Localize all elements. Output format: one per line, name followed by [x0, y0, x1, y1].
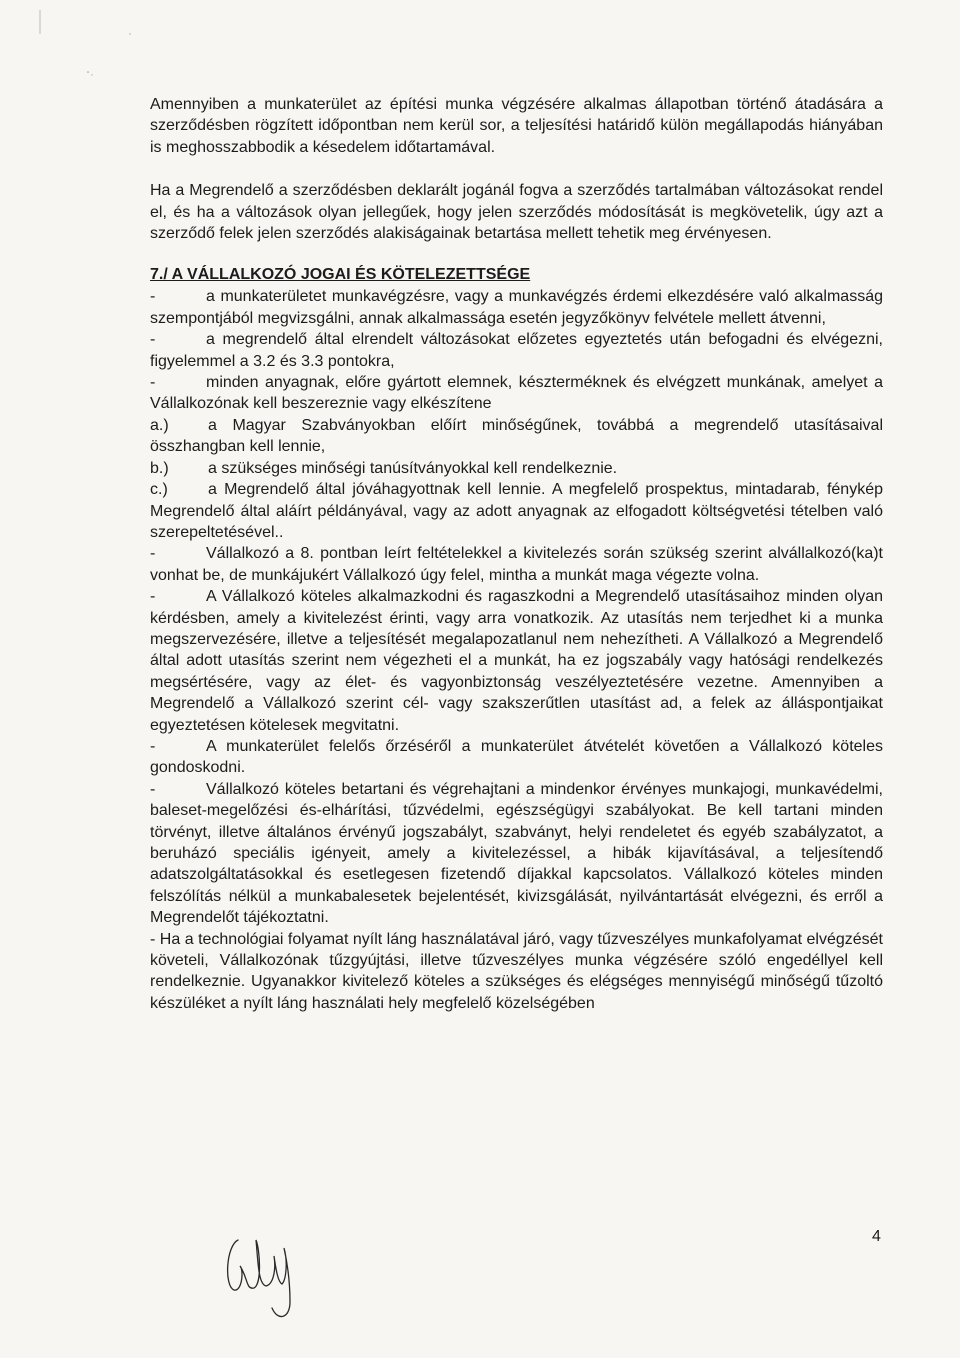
list-item [150, 929, 883, 1015]
list-marker: - [150, 780, 156, 798]
list-item-text: a szükséges minőségi tanúsítványokkal kell rendelkeznie. [208, 459, 618, 477]
list-item-text: a Megrendelő által jóváhagyottnak kell lennie. A megfelelő prospektus, mintadarab, fénykép Megrendelő által aláírt példányával, vagy az adott anyagnak az elfogadott költségvetési tételben való szerepeltetésével.. [150, 481, 883, 541]
intro-paragraph-1: Amennyiben a munkaterület az építési munka végzésére alkalmas állapotban történő átadására a szerződésben rögzített időpontban nem kerül sor, a teljesítési határidő külön megállapodás hiányában is meghosszabbodik a késedelem időtartamával. [150, 96, 883, 156]
list-item-text: Ha a technológiai folyamat nyílt láng használatával járó, vagy tűzveszélyes munkafolyamat elvégzését követeli, Vállalkozónak tűzgyújtási, illetve tűzveszélyes munka végzésére szóló engedéllyel kell rendelkeznie. Ugyanakkor kivitelező köteles a szükséges és elégséges mennyiségű minőségű tűzoltó készüléket a nyílt láng használati hely megfelelő közelségében [150, 930, 883, 1012]
list-item [150, 479, 883, 543]
list-item-text: minden anyagnak, előre gyártott elemnek, készterméknek és elvégzett munkának, amelyet a Vállalkozónak kell beszereznie vagy elkészítene [150, 374, 883, 413]
list-marker: - [150, 288, 156, 306]
list-marker: - [150, 331, 156, 349]
document-body [150, 94, 883, 1014]
list-item [150, 543, 883, 586]
list-item [150, 736, 883, 779]
list-marker: - [150, 588, 156, 606]
list-marker: - [150, 930, 160, 948]
list-item [150, 286, 883, 329]
list-item-text: Vállalkozó a 8. pontban leírt feltételekkel a kivitelezés során szükség szerint alvállalkozó(ka)t vonhat be, de munkájukért Vállalkozó úgy felel, mintha a munkát maga végezte volna. [150, 545, 883, 584]
list-marker: b.) [150, 459, 169, 477]
list-item [150, 458, 883, 479]
list-item [150, 779, 883, 929]
list-item-text: a Magyar Szabványokban előírt minőségűnek, továbbá a megrendelő utasításaival összhangban kell lennie, [150, 416, 883, 456]
list-marker: - [150, 374, 156, 392]
list-marker: c.) [150, 481, 168, 499]
list-item-text: A Vállalkozó köteles alkalmazkodni és ragaszkodni a Megrendelő utasításaihoz minden olyan kérdésben, amely a kivitelezést érinti, vagy arra vonatkozik. Az utasítás nem terjedhet ki a munka megszervezésére, illetve a teljesítését megalapozatlanul nem nehezítheti. A Vállalkozó a Megrendelő által adott utasítás szerint nem végezheti el a munkát, ha ez jogszabály vagy hatósági rendelkezés megsértésére, vagy az élet- és vagyonbiztonság veszélyeztetésére vezetne. Amennyiben a Megrendelő a Vállalkozó szerint cél- vagy szakszerűtlen utasítást ad, a felek az álláspontjaikat egyeztetésen kötelesek megvitatni. [150, 588, 883, 734]
list-marker: - [150, 737, 156, 755]
list-item [150, 586, 883, 736]
obligations-list [150, 286, 883, 1014]
list-marker: a.) [150, 416, 169, 434]
list-item [150, 415, 883, 458]
handwritten-signature [218, 1226, 308, 1326]
list-item [150, 329, 883, 372]
intro-paragraph-2: Ha a Megrendelő a szerződésben deklarált jogánál fogva a szerződés tartalmában változásokat rendel el, és ha a változások olyan jellegűek, hogy jelen szerződés módosítását is megkövetelik, úgy azt a szerződő felek jelen szerződés alakiságainak betartása mellett tehetik meg érvényesen. [150, 182, 883, 243]
list-item-text: a megrendelő által elrendelt változásokat előzetes egyeztetés után befogadni és elvégezni, figyelemmel a 3.2 és 3.3 pontokra, [150, 331, 883, 370]
list-item-text: a munkaterületet munkavégzésre, vagy a munkavégzés érdemi elkezdésére való alkalmasság szempontjából megvizsgálni, annak alkalmassága esetén jegyzőkönyv felvétele mellett átvenni, [150, 288, 883, 327]
list-item-text: A munkaterület felelős őrzéséről a munkaterület átvételét követően a Vállalkozó köteles gondoskodni. [150, 737, 883, 777]
section-heading: 7./ A VÁLLALKOZÓ JOGAI ÉS KÖTELEZETTSÉGE [150, 266, 531, 284]
list-item-text: Vállalkozó köteles betartani és végrehajtani a mindenkor érvényes munkajogi, munkavédelmi, baleset-megelőzési és-elhárítási, tűzvédelmi, egészségügyi szabályokat. Be kell tartani minden törvényt, illetve általános érvényű jogszabályt, szabványt, helyi rendeletet és egyéb szabályzatot, a beruházó speciális igényeit, amely a kivitelezéssel, a hibák kijavításával, a teljesítendő adatszolgáltatásokkal és esetlegesen fizetendő díjakkal kapcsolatos. Vállalkozó köteles minden felszólítás nélkül a munkabalesetek bejelentését, kivizsgálását, nyilvántartását elvégezni, és erről a Megrendelőt tájékoztatni. [150, 780, 883, 927]
list-marker: - [150, 545, 156, 563]
page-number: 4 [872, 1228, 881, 1245]
list-item [150, 372, 883, 415]
